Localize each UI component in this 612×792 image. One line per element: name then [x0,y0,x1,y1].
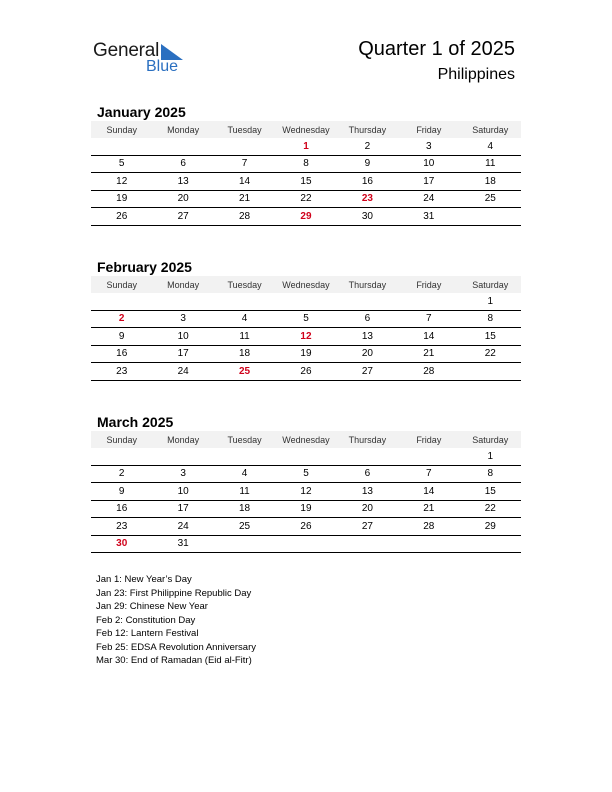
week-row [91,190,521,208]
day-cell: 28 [214,208,275,226]
day-cell: 29 [460,518,521,536]
logo-general-text: General [93,40,160,61]
week-row [91,518,521,536]
day-cell: 5 [275,310,336,328]
month-january [91,103,521,226]
holiday-item: Feb 12: Lantern Festival [96,628,199,639]
weekday-header: Monday [152,276,213,293]
calendar-grid [91,431,521,553]
weekday-header: Wednesday [275,431,336,448]
day-cell: 20 [337,500,398,518]
day-cell: 20 [337,345,398,363]
holiday-item: Jan 1: New Year’s Day [96,574,192,585]
empty-day-cell [152,138,213,155]
weekday-header: Monday [152,121,213,138]
day-cell: 10 [152,483,213,501]
day-cell: 14 [398,328,459,346]
day-cell: 23 [337,190,398,208]
day-cell: 26 [275,518,336,536]
holiday-list [96,573,256,668]
day-cell: 27 [152,208,213,226]
day-cell: 2 [91,310,152,328]
weekday-header: Monday [152,431,213,448]
empty-day-cell [152,448,213,465]
day-cell: 8 [460,310,521,328]
day-cell: 4 [460,138,521,155]
day-cell: 11 [460,155,521,173]
day-cell: 23 [91,363,152,381]
weekday-header: Wednesday [275,121,336,138]
day-cell: 5 [275,465,336,483]
week-row [91,310,521,328]
day-cell: 7 [398,310,459,328]
day-cell: 22 [460,345,521,363]
empty-day-cell [91,448,152,465]
day-cell: 30 [337,208,398,226]
day-cell: 7 [214,155,275,173]
empty-day-cell [91,293,152,310]
day-cell: 8 [275,155,336,173]
day-cell: 9 [91,328,152,346]
day-cell: 13 [152,173,213,191]
day-cell: 4 [214,310,275,328]
day-cell: 25 [214,363,275,381]
day-cell: 3 [152,465,213,483]
month-title: February 2025 [97,259,192,275]
day-cell: 13 [337,483,398,501]
day-cell: 7 [398,465,459,483]
week-row [91,155,521,173]
empty-day-cell [398,293,459,310]
day-cell: 17 [398,173,459,191]
empty-day-cell [460,535,521,553]
month-title: March 2025 [97,414,174,430]
day-cell: 2 [91,465,152,483]
weekday-header: Tuesday [214,276,275,293]
day-cell: 9 [91,483,152,501]
empty-day-cell [275,448,336,465]
weekday-header: Wednesday [275,276,336,293]
weekday-header: Saturday [460,121,521,138]
day-cell: 18 [460,173,521,191]
month-february [91,258,521,381]
day-cell: 24 [152,363,213,381]
day-cell: 21 [398,500,459,518]
holiday-item: Jan 23: First Philippine Republic Day [96,587,252,599]
empty-day-cell [214,138,275,155]
holiday-item: Mar 30: End of Ramadan (Eid al-Fitr) [96,655,252,666]
day-cell: 29 [275,208,336,226]
week-row [91,138,521,155]
empty-day-cell [152,293,213,310]
day-cell: 26 [275,363,336,381]
day-cell: 15 [460,328,521,346]
day-cell: 6 [152,155,213,173]
day-cell: 22 [460,500,521,518]
week-row [91,173,521,191]
day-cell: 24 [398,190,459,208]
day-cell: 16 [337,173,398,191]
day-cell: 14 [214,173,275,191]
day-cell: 20 [152,190,213,208]
day-cell: 1 [275,138,336,155]
empty-day-cell [275,293,336,310]
holiday-item: Feb 25: EDSA Revolution Anniversary [96,641,257,653]
day-cell: 2 [337,138,398,155]
day-cell: 17 [152,345,213,363]
empty-day-cell [91,138,152,155]
empty-day-cell [460,363,521,381]
day-cell: 3 [152,310,213,328]
empty-day-cell [214,535,275,553]
day-cell: 23 [91,518,152,536]
day-cell: 10 [152,328,213,346]
weekday-header: Friday [398,276,459,293]
empty-day-cell [275,535,336,553]
empty-day-cell [214,293,275,310]
day-cell: 11 [214,328,275,346]
day-cell: 11 [214,483,275,501]
calendar-grid [91,121,521,226]
day-cell: 19 [91,190,152,208]
day-cell: 25 [214,518,275,536]
day-cell: 6 [337,465,398,483]
page-title: Quarter 1 of 2025 [358,38,515,60]
day-cell: 18 [214,345,275,363]
week-row [91,328,521,346]
generalblue-logo [93,40,193,80]
weekday-header: Sunday [91,276,152,293]
day-cell: 31 [152,535,213,553]
month-march [91,413,521,553]
weekday-header: Saturday [460,431,521,448]
logo-blue-text: Blue [146,58,179,75]
day-cell: 13 [337,328,398,346]
day-cell: 21 [214,190,275,208]
week-row [91,363,521,381]
week-row [91,483,521,501]
empty-day-cell [337,293,398,310]
day-cell: 28 [398,363,459,381]
week-row [91,293,521,310]
weekday-header: Thursday [337,276,398,293]
weekday-header: Friday [398,431,459,448]
day-cell: 5 [91,155,152,173]
day-cell: 27 [337,363,398,381]
day-cell: 19 [275,500,336,518]
day-cell: 15 [275,173,336,191]
week-row [91,448,521,465]
day-cell: 12 [91,173,152,191]
day-cell: 12 [275,328,336,346]
week-row [91,535,521,553]
day-cell: 3 [398,138,459,155]
weekday-header: Sunday [91,121,152,138]
country-name: Philippines [437,66,515,83]
holiday-item: Jan 29: Chinese New Year [96,601,208,612]
weekday-header: Sunday [91,431,152,448]
day-cell: 9 [337,155,398,173]
day-cell: 27 [337,518,398,536]
day-cell: 26 [91,208,152,226]
weekday-header: Tuesday [214,431,275,448]
weekday-header: Thursday [337,431,398,448]
day-cell: 12 [275,483,336,501]
week-row [91,465,521,483]
day-cell: 14 [398,483,459,501]
day-cell: 8 [460,465,521,483]
day-cell: 19 [275,345,336,363]
day-cell: 28 [398,518,459,536]
day-cell: 1 [460,293,521,310]
day-cell: 17 [152,500,213,518]
day-cell: 22 [275,190,336,208]
day-cell: 4 [214,465,275,483]
holiday-item: Feb 2: Constitution Day [96,614,196,626]
day-cell: 18 [214,500,275,518]
empty-day-cell [337,535,398,553]
day-cell: 16 [91,345,152,363]
day-cell: 21 [398,345,459,363]
empty-day-cell [398,535,459,553]
day-cell: 15 [460,483,521,501]
day-cell: 1 [460,448,521,465]
empty-day-cell [337,448,398,465]
day-cell: 10 [398,155,459,173]
calendar-grid [91,276,521,381]
day-cell: 25 [460,190,521,208]
empty-day-cell [398,448,459,465]
day-cell: 31 [398,208,459,226]
empty-day-cell [214,448,275,465]
month-title: January 2025 [97,104,186,120]
weekday-header: Friday [398,121,459,138]
weekday-header: Thursday [337,121,398,138]
weekday-header: Tuesday [214,121,275,138]
weekday-header: Saturday [460,276,521,293]
empty-day-cell [460,208,521,226]
week-row [91,345,521,363]
week-row [91,500,521,518]
day-cell: 24 [152,518,213,536]
day-cell: 16 [91,500,152,518]
day-cell: 30 [91,535,152,553]
day-cell: 6 [337,310,398,328]
week-row [91,208,521,226]
